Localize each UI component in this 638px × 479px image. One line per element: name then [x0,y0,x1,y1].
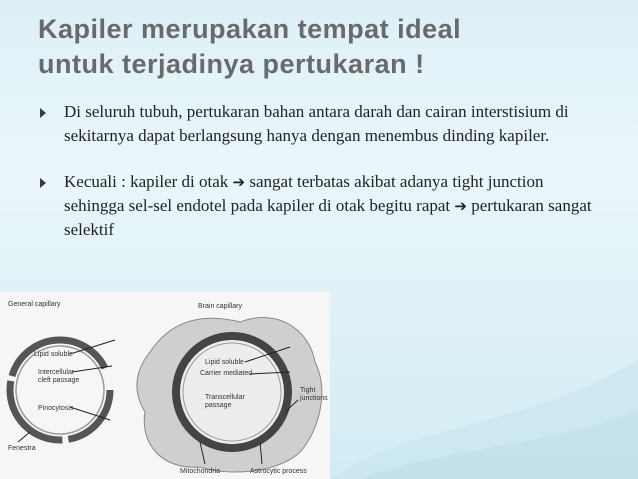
brain-capillary-title: Brain capillary [198,303,242,310]
bullet-text-2a: Kecuali : kapiler di otak [64,172,233,191]
right-arrow-icon: ➔ [454,197,467,215]
label-carrier-mediated: Carrier mediated [200,370,253,377]
label-junctions: junctions [300,395,328,402]
right-arrow-icon: ➔ [232,173,246,191]
label-intercellular: Intercellular [38,369,75,376]
capillary-diagram [0,292,330,479]
bullet-text-2c: pertukaran sangat selektif [64,196,592,239]
bullet-text-1: Di seluruh tubuh, pertukaran bahan antara darah dan cairan interstisium di sekitarnya dapat berlangsung hanya dengan menembus dinding kapiler. [64,102,569,145]
label-tight: Tight [300,387,316,394]
label-transcellular: Transcellular [205,394,245,401]
bullet-list [40,100,600,242]
arrow-fenestra [18,432,30,442]
slide-title-line-2: untuk terjadinya pertukaran ! [38,49,425,79]
label-lipid-soluble-right: Lipid soluble [205,359,244,366]
bullet-text-2b: sangat terbatas akibat adanya tight junction sehingga sel-sel endotel pada kapiler di otak begitu rapat [64,172,544,215]
bullet-arrow-icon [40,108,46,118]
slide-title [38,12,618,82]
label-passage: passage [205,402,232,409]
label-pinocytosis: Pinocytosis [38,405,74,412]
bullet-item-1 [40,100,600,148]
arrow-cleft-left [72,366,112,372]
label-astrocytic-process: Astrocytic process [250,468,307,475]
label-lipid-soluble-left: Lipid soluble [34,351,73,358]
general-capillary-lumen [16,346,104,434]
general-capillary-title: General capillary [8,301,61,308]
bullet-item-2 [40,170,600,242]
bullet-arrow-icon [40,178,46,188]
label-mitochondria: Mitochondria [180,468,221,475]
capillary-diagram-svg [0,292,330,479]
label-fenestra: Fenestra [8,445,36,452]
slide-title-line-1: Kapiler merupakan tempat ideal [38,14,462,44]
label-cleft-passage: cleft passage [38,377,80,384]
